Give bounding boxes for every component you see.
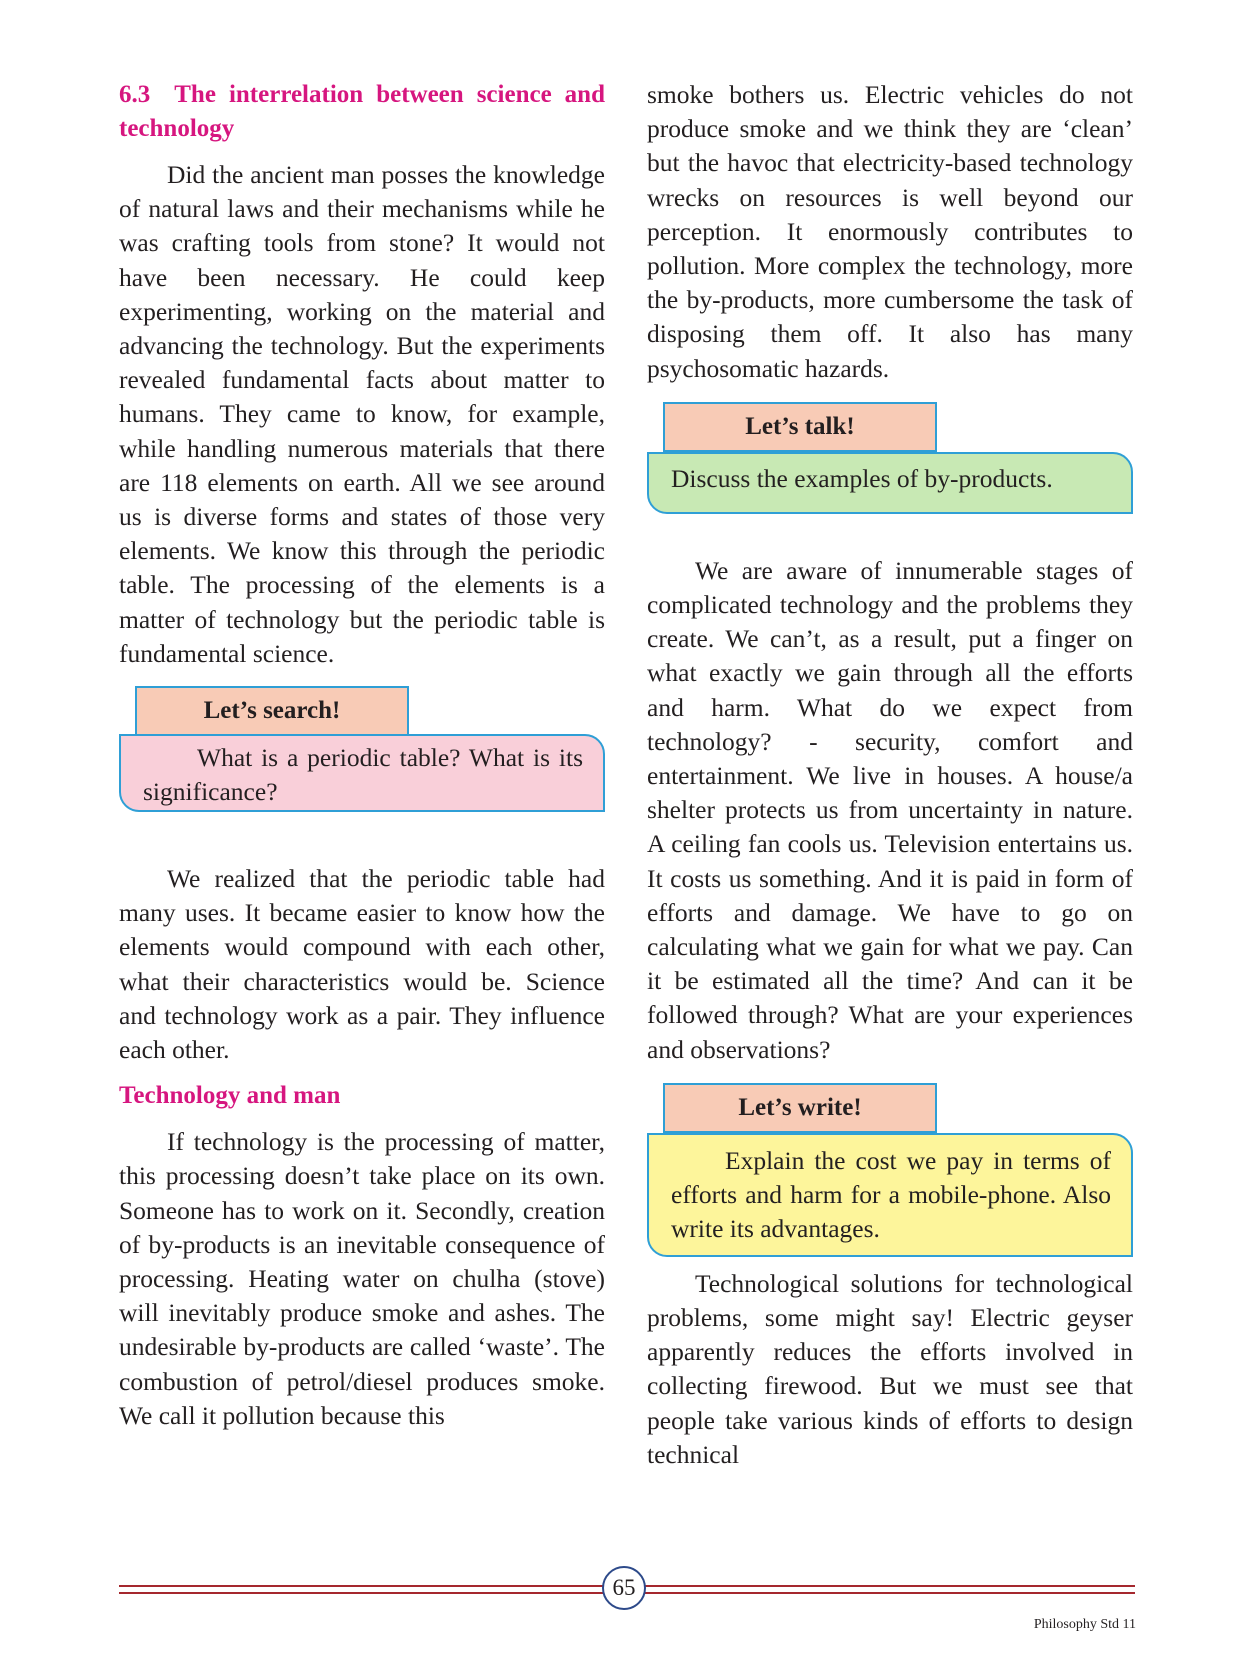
lets-talk-text: Discuss the examples of by-products. [647, 452, 1133, 514]
paragraph: We realized that the periodic table had many uses. It became easier to know how the elements would compound with each other, what their characteristics would be. Science and technology work as a pair. They influence each other. [119, 864, 605, 1065]
lets-talk-box [647, 402, 1133, 516]
lets-write-text: Explain the cost we pay in terms of efforts and harm for a mobile-phone. Also write its advantages. [647, 1133, 1133, 1257]
lets-write-title: Let’s write! [663, 1083, 937, 1133]
subheading: Technology and man [119, 1082, 341, 1110]
section-title: The interrelation between science and technology [119, 81, 605, 142]
section-heading [119, 78, 605, 146]
section-number: 6.3 [119, 81, 151, 108]
paragraph: smoke bothers us. Electric vehicles do not produce smoke and we think they are ‘clean’ but the havoc that electricity-based technology wrecks on resources is well beyond our perception. It enormously contributes to pollution. More complex the technology, more the by-products, more cumbersome the task of disposing them off. It also has many psychosomatic hazards. [647, 80, 1133, 383]
page-number: 65 [602, 1566, 646, 1610]
lets-search-title: Let’s search! [135, 686, 409, 736]
lets-write-box [647, 1083, 1133, 1263]
lets-talk-title: Let’s talk! [663, 402, 937, 452]
paragraph: Technological solutions for technological problems, some might say! Electric geyser apparently reduces the efforts involved in collecting firewood. But we must see that people take various kinds of efforts to design technical [647, 1268, 1133, 1469]
paragraph: Did the ancient man posses the knowledge of natural laws and their mechanisms while he was crafting tools from stone? It would not have been necessary. He could keep experimenting, working on the material and advancing the technology. But the experiments revealed fundamental facts about matter to humans. They came to know, for example, while handling numerous materials that there are 118 elements on earth. All we see around us is diverse forms and states of those very elements. We know this through the periodic table. The processing of the elements is a matter of technology but the periodic table is fundamental science. [119, 160, 605, 668]
book-title: Philosophy Std 11 [1033, 1617, 1136, 1632]
paragraph: We are aware of innumerable stages of complicated technology and the problems they create. We can’t, as a result, put a finger on what exactly we gain through all the efforts and harm. What do we expect from technology? - security, comfort and entertainment. We live in houses. A house/a shelter protects us from uncertainty in nature. A ceiling fan cools us. Television entertains us. It costs us something. And it is paid in form of efforts and damage. We have to go on calculating what we gain for what we pay. Can it be estimated all the time? And can it be followed through? What are your experiences and observations? [647, 555, 1133, 1064]
lets-search-text: What is a periodic table? What is its significance? [119, 734, 605, 812]
right-column [647, 78, 1133, 1472]
paragraph: If technology is the processing of matter, this processing doesn’t take place on its own. Someone has to work on it. Secondly, creation of by-products is an inevitable consequence of processing. Heating water on chulha (stove) will inevitably produce smoke and ashes. The undesirable by-products are called ‘waste’. The combustion of petrol/diesel produces smoke. We call it pollution because this [119, 1127, 605, 1430]
left-column [119, 78, 605, 1433]
lets-search-box [119, 686, 605, 844]
